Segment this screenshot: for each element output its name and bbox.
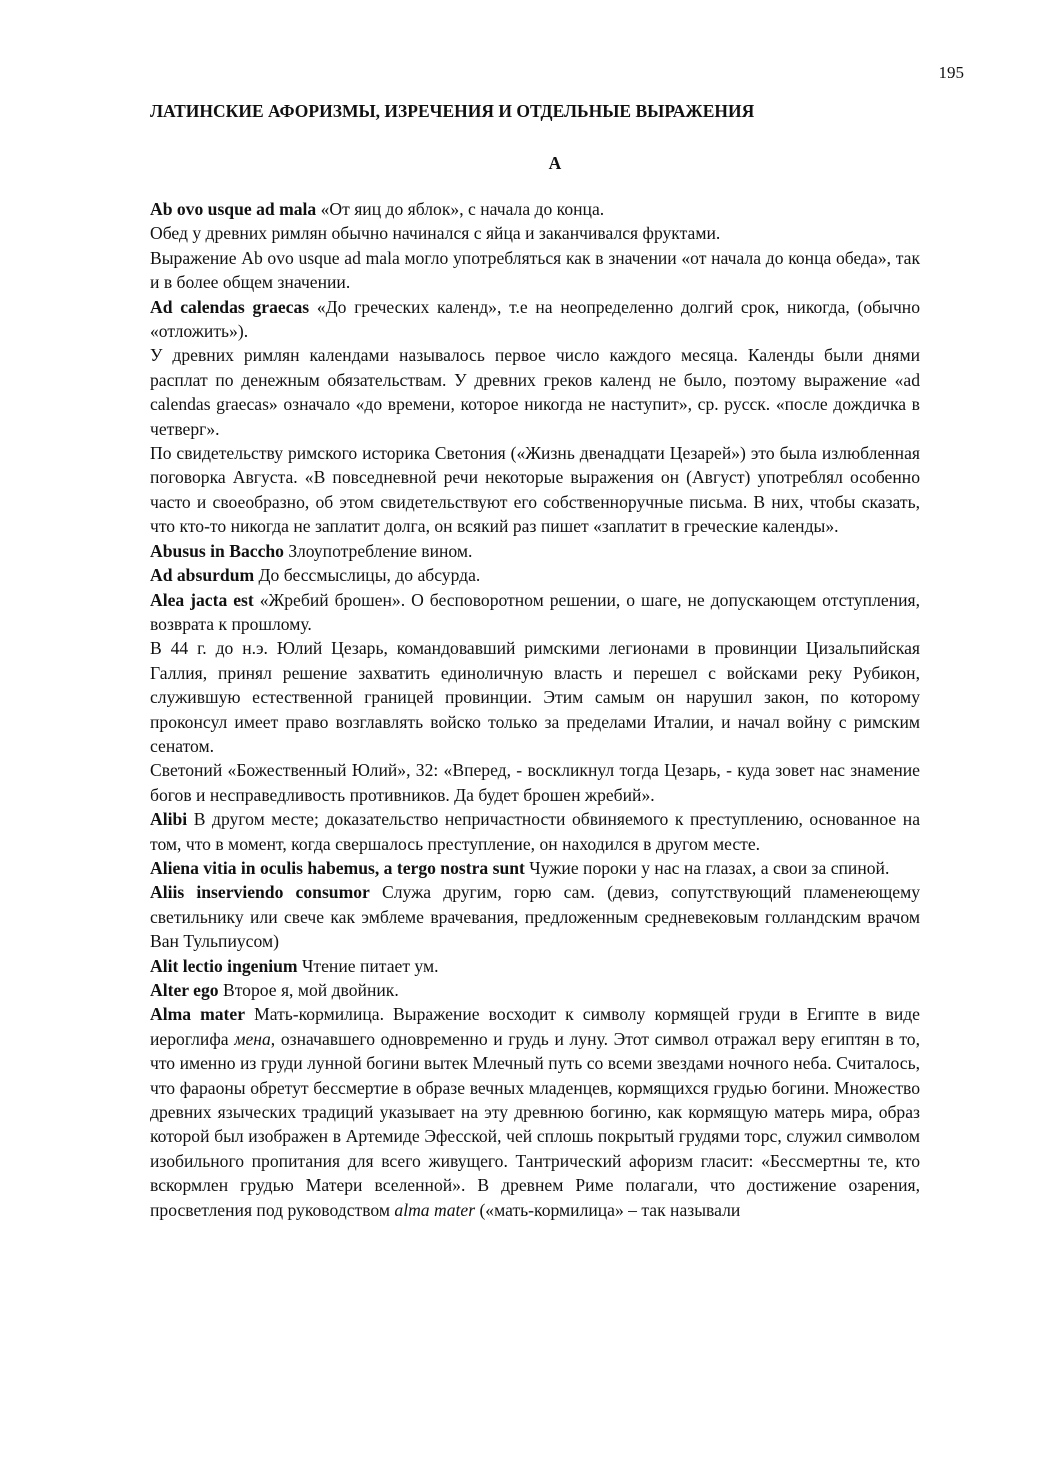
entry-paragraph	[150, 1002, 920, 1222]
entry-paragraph	[150, 807, 920, 856]
entry-text: Второе я, мой двойник.	[218, 980, 399, 1000]
entry-term: Aliena vitia in oculis habemus, a tergo nostra sunt	[150, 857, 525, 878]
section-letter: А	[548, 153, 562, 173]
entry-text: У древних римлян календами называлось первое число каждого месяца. Календы были днями расплат по денежным обязательствам. У древних греков календ не было, поэтому выражение «ad calendas graecas» означало «до времени, которое никогда не наступит», ср. русск. «после дождичка в четверг».	[150, 345, 920, 439]
entry-paragraph	[150, 856, 920, 880]
entry-term: Alma mater	[150, 1004, 246, 1025]
entry-text: «До греческих календ», т.е на неопределенно долгий срок, никогда, (обычно «отложить»).	[150, 296, 921, 342]
entry-paragraph	[150, 197, 920, 221]
entry-term: Alit lectio ingenium	[150, 955, 298, 976]
entry-text: Чужие пороки у нас на глазах, а свои за спиной.	[524, 857, 890, 878]
entry-text: Чтение питает ум.	[297, 955, 439, 976]
entry-paragraph	[150, 588, 920, 637]
entry-term: Alibi	[150, 809, 188, 830]
entry-text: Обед у древних римлян обычно начинался с яйца и заканчивался фруктами.	[150, 223, 721, 244]
entry-text: Светоний «Божественный Юлий», 32: «Вперед, - воскликнул тогда Цезарь, - куда зовет нас знамение богов и несправедливость противников. Да будет брошен жребий».	[150, 760, 920, 805]
document-body	[150, 197, 920, 1222]
entry-term: Ad absurdum	[150, 565, 255, 586]
entry-paragraph	[150, 880, 920, 953]
entry-term: Ad calendas graecas	[150, 296, 310, 317]
entry-paragraph	[150, 295, 920, 344]
entry-paragraph	[150, 954, 920, 978]
entry-term: Alter ego	[150, 980, 219, 1000]
entry-term: Alea jacta est	[150, 589, 254, 610]
entry-paragraph	[150, 221, 920, 245]
entry-text: Выражение Ab ovo usque ad mala могло употребляться как в значении «от начала до конца обеда», так и в более общем значении.	[150, 247, 920, 293]
entry-text: До бессмыслицы, до абсурда.	[254, 565, 481, 586]
entry-text: В 44 г. до н.э. Юлий Цезарь, командовавший римскими легионами в провинции Цизальпийская Галлия, принял решение захватить единоличную власть и перешел с войсками реку Рубикон, служившую естественной границей провинции. Этим самым он нарушил закон, по которому проконсул имеет право возглавлять войско только за пределами Италии, и начал войну с римским сенатом.	[150, 638, 920, 756]
entry-text: Мать-кормилица. Выражение восходит к символу кормящей груди в Египте в виде иероглифа	[150, 1004, 920, 1049]
page-number: 195	[938, 63, 964, 82]
entry-term: Abusus in Baccho	[150, 540, 284, 561]
entry-text: , означавшего одновременно и грудь и луну. Этот символ отражал веру египтян в то, что именно из груди лунной богини вытек Млечный путь со всеми звездами ночного неба. Считалось, что фараоны обретут бессмертие в образе вечных младенцев, кормящихся грудью богини. Множество древних языческих традиций указывает на эту древнюю богиню, как кормящую матерь мира, образ которой был изображен в Артемиде Эфесской, чей сплошь покрытый грудями торс, служил символом изобильного пропитания для всего живущего. Тантрический афоризм гласит: «Бессмертны те, кто вскормлен грудью Матери вселенной». В древнем Риме полагали, что достижение озарения, просветления под руководством	[150, 1028, 920, 1220]
entry-text: По свидетельству римского историка Светония («Жизнь двенадцати Цезарей») это была излюбленная поговорка Августа. «В повседневной речи некоторые выражения он (Август) употреблял особенно часто и своеобразно, об этом свидетельствуют его собственноручные письма. В них, чтобы сказать, что кто-то никогда не заплатит долга, он всякий раз пишет «заплатит в греческие календы».	[150, 443, 920, 537]
entry-text: В другом месте; доказательство непричастности обвиняемого к преступлению, основанное на том, что в момент, когда свершалось преступление, он находился в другом месте.	[150, 809, 920, 854]
entry-text: «Жребий брошен». О бесповоротном решении, о шаге, не допускающем отступления, возврата к прошлому.	[150, 589, 920, 634]
entry-paragraph	[150, 441, 920, 539]
entry-italic: мена	[234, 1028, 271, 1049]
entry-paragraph	[150, 246, 920, 295]
entry-paragraph	[150, 563, 920, 587]
entry-term: Aliis inserviendo consumor	[150, 882, 370, 903]
entry-text: «От яиц до яблок», с начала до конца.	[316, 199, 605, 219]
entry-paragraph	[150, 343, 920, 441]
entry-paragraph	[150, 758, 920, 807]
entry-term: Ab ovo usque ad mala	[150, 199, 317, 219]
entry-paragraph	[150, 636, 920, 758]
entry-paragraph	[150, 978, 920, 1002]
entry-paragraph	[150, 539, 920, 563]
entry-text: Служа другим, горю сам. (девиз, сопутствующий пламенеющему светильнику или свече как эмблеме врачевания, предложенным средневековым голландским врачом Ван Тульпиусом)	[150, 882, 921, 952]
page-title: ЛАТИНСКИЕ АФОРИЗМЫ, ИЗРЕЧЕНИЯ И ОТДЕЛЬНЫЕ ВЫРАЖЕНИЯ	[150, 101, 755, 121]
entry-text: Злоупотребление вином.	[283, 540, 473, 561]
entry-italic: alma mater	[394, 1199, 476, 1220]
entry-text: («мать-кормилица» – так называли	[475, 1199, 741, 1220]
